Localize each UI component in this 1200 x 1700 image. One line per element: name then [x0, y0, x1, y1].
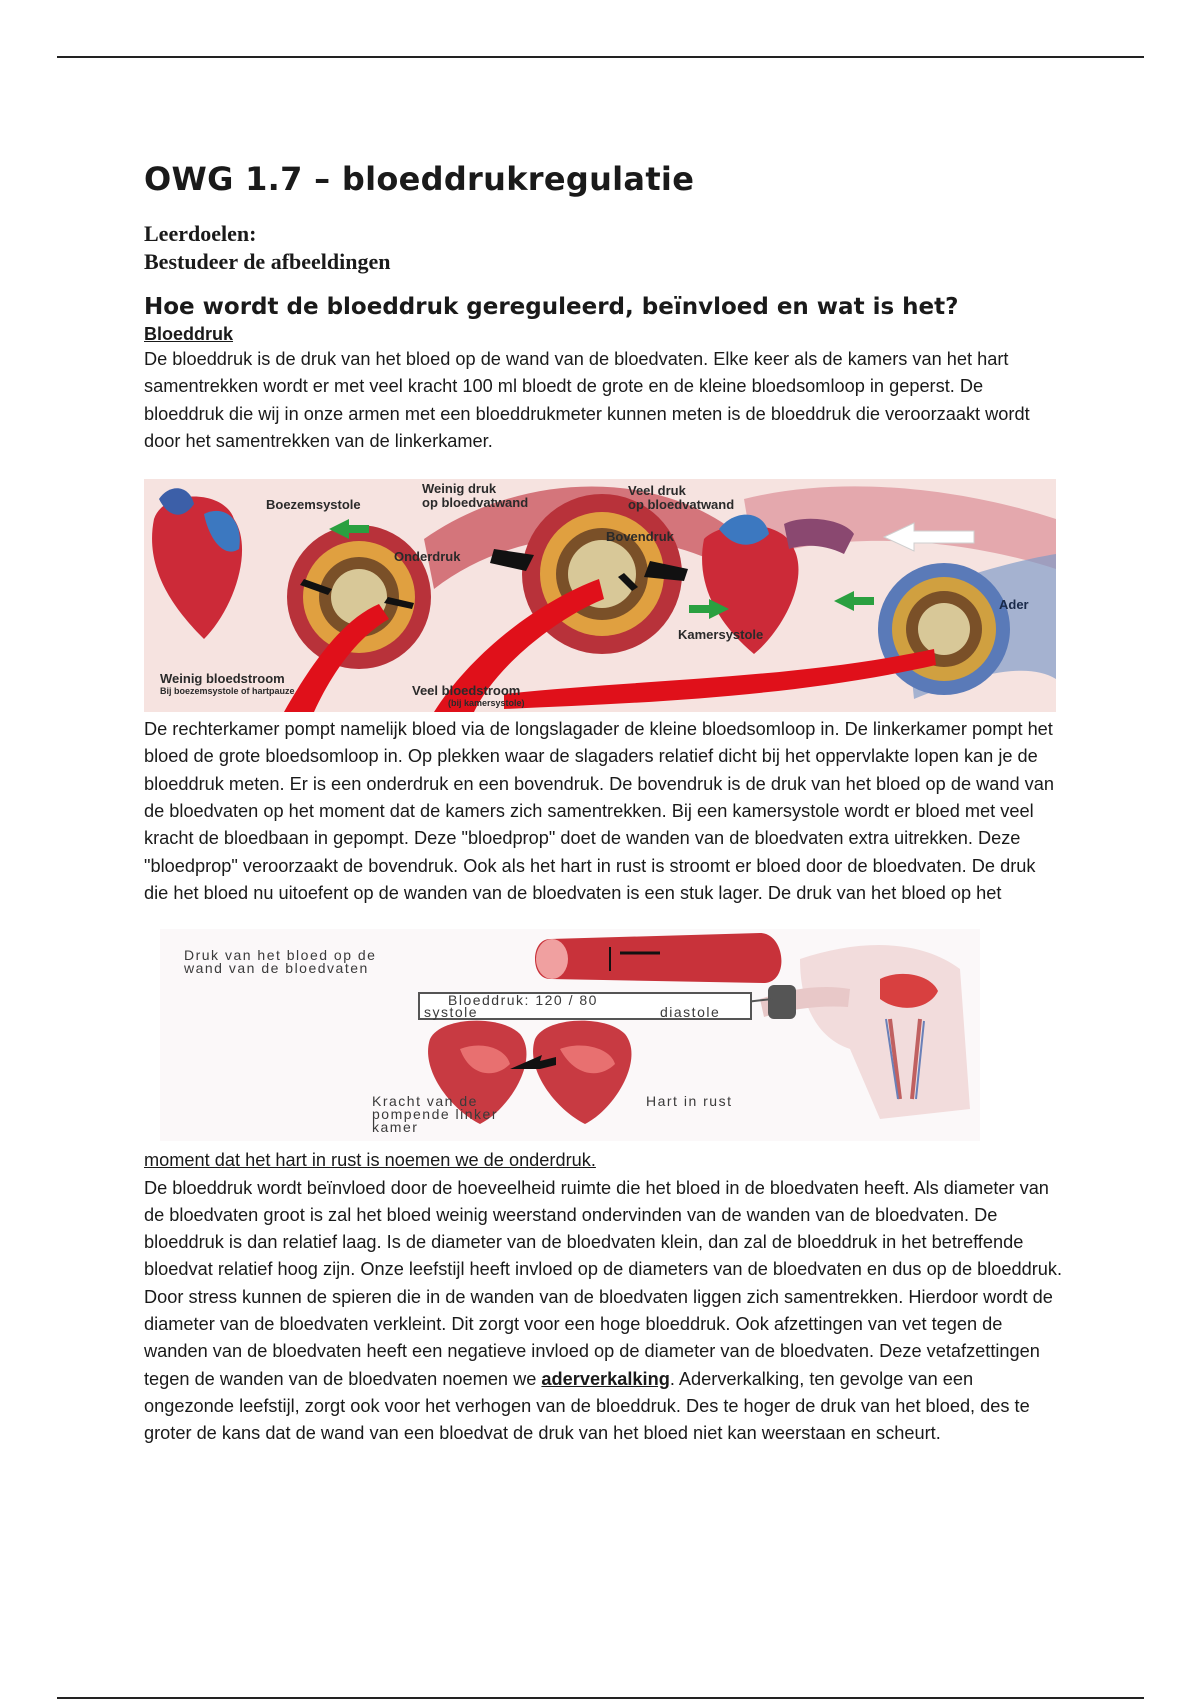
paragraph-2-continued: moment dat het hart in rust is noemen we de onderdruk. — [144, 1150, 596, 1171]
paragraph-3 — [144, 1175, 1064, 1448]
label-druk-wand: Druk van het bloed op de wand van de bloedvaten — [184, 947, 377, 977]
learning-goals-label: Leerdoelen: — [144, 221, 257, 246]
paragraph-3-part-2: . Aderverkalking, ten gevolge van een ongezonde leefstijl, zorgt ook voor het verhogen van de bloeddruk. Des te hoger de druk van het bloed, des te groter de kans dat de wand van een bloedvat de druk van het bloed niet kan weerstaan en scheurt. — [144, 1368, 1030, 1444]
label-kamersystole: Kamersystole — [678, 627, 764, 643]
footer-rule — [57, 1697, 1144, 1699]
term-aderverkalking: aderverkalking — [541, 1368, 670, 1389]
paragraph-2: De rechterkamer pompt namelijk bloed via de longslagader de kleine bloedsomloop in. De linkerkamer pompt het bloed de grote bloedsomloop in. Op plekken waar de slagaders relatief dicht bij het oppervlakte lopen kan je de bloeddruk meten. Er is een onderdruk en een bovendruk. De bovendruk is de druk van het bloed op de wand van de bloedvaten op het moment dat de kamers zich samentrekken. Bij een kamersystole wordt er bloed met veel kracht de bloedbaan in gepompt. Deze "bloedprop" doet de wanden van de bloedvaten extra uitrekken. Deze "bloedprop" veroorzaakt de bovendruk. Ook als het hart in rust is stroomt er bloed door de bloedvaten. De druk die het bloed nu uitoefent op de wanden van de bloedvaten is een stuk lager. De druk van het bloed op het — [144, 719, 1054, 903]
question-heading: Hoe wordt de bloeddruk gereguleerd, beïnvloed en wat is het? — [144, 294, 959, 320]
label-ader: Ader — [999, 597, 1029, 613]
page-title: OWG 1.7 – bloeddrukregulatie — [144, 160, 695, 198]
paragraph-1: De bloeddruk is de druk van het bloed op de wand van de bloedvaten. Elke keer als de kamers van het hart samentrekken wordt er met veel kracht 100 ml bloedt de grote en de kleine bloedsomloop in geperst. De bloeddruk die wij in onze armen met een bloeddrukmeter kunnen meten is de bloeddruk die veroorzaakt wordt door het samentrekken van de linkerkamer. — [144, 349, 1030, 451]
label-weinig-bloedstroom-sub: Bij boezemsystole of hartpauze — [160, 686, 295, 697]
label-onderdruk: Onderdruk — [394, 549, 461, 565]
label-bovendruk: Bovendruk — [606, 529, 674, 545]
section-label: Bloeddruk — [144, 324, 234, 344]
blood-pressure-measurement-illustration — [160, 929, 980, 1141]
label-weinig-druk: Weinig druk op bloedvatwand — [422, 481, 529, 511]
label-diastole: diastole — [660, 1004, 721, 1021]
header-rule — [57, 56, 1144, 58]
label-boezemsystole: Boezemsystole — [266, 497, 361, 513]
label-kracht: Kracht van de pompende linker kamer — [372, 1093, 499, 1136]
label-systole: systole — [424, 1004, 479, 1021]
label-veel-bloedstroom-sub: (bij kamersystole) — [448, 698, 525, 709]
label-veel-bloedstroom: Veel bloedstroom — [412, 683, 521, 699]
paragraph-3-part-1: De bloeddruk wordt beïnvloed door de hoeveelheid ruimte die het bloed in de bloedvaten heeft. Als diameter van de bloedvaten groot is zal het bloed weinig weerstand ondervinden van de wanden van de bloedvaten. De bloeddruk is dan relatief laag. Is de diameter van de bloedvaten klein, dan zal de bloeddruk in het betreffende bloedvat relatief hoog zijn. Onze leefstijl heeft invloed op de diameters van de bloedvaten en dus op de bloeddruk. Door stress kunnen de spieren die in de wanden van de bloedvaten liggen zich samentrekken. Hierdoor wordt de diameter van de bloedvaten verkleint. Dit zorgt voor een hoge bloeddruk. Ook afzettingen van vet tegen de wanden van de bloedvaten heeft een negatieve invloed op de diameter van de bloedvaten. Deze vetafzettingen tegen de wanden van de bloedvaten noemen we — [144, 1177, 1063, 1389]
label-hart-rust: Hart in rust — [646, 1093, 733, 1110]
label-bloeddruk: Bloeddruk: 120 / 80 — [448, 992, 598, 1009]
document-body — [144, 160, 1064, 1448]
learning-goals-text: Bestudeer de afbeeldingen — [144, 249, 391, 274]
label-veel-druk: Veel druk op bloedvatwand — [628, 483, 735, 513]
blood-pressure-illustration — [144, 479, 1056, 712]
label-weinig-bloedstroom: Weinig bloedstroom — [160, 671, 285, 687]
